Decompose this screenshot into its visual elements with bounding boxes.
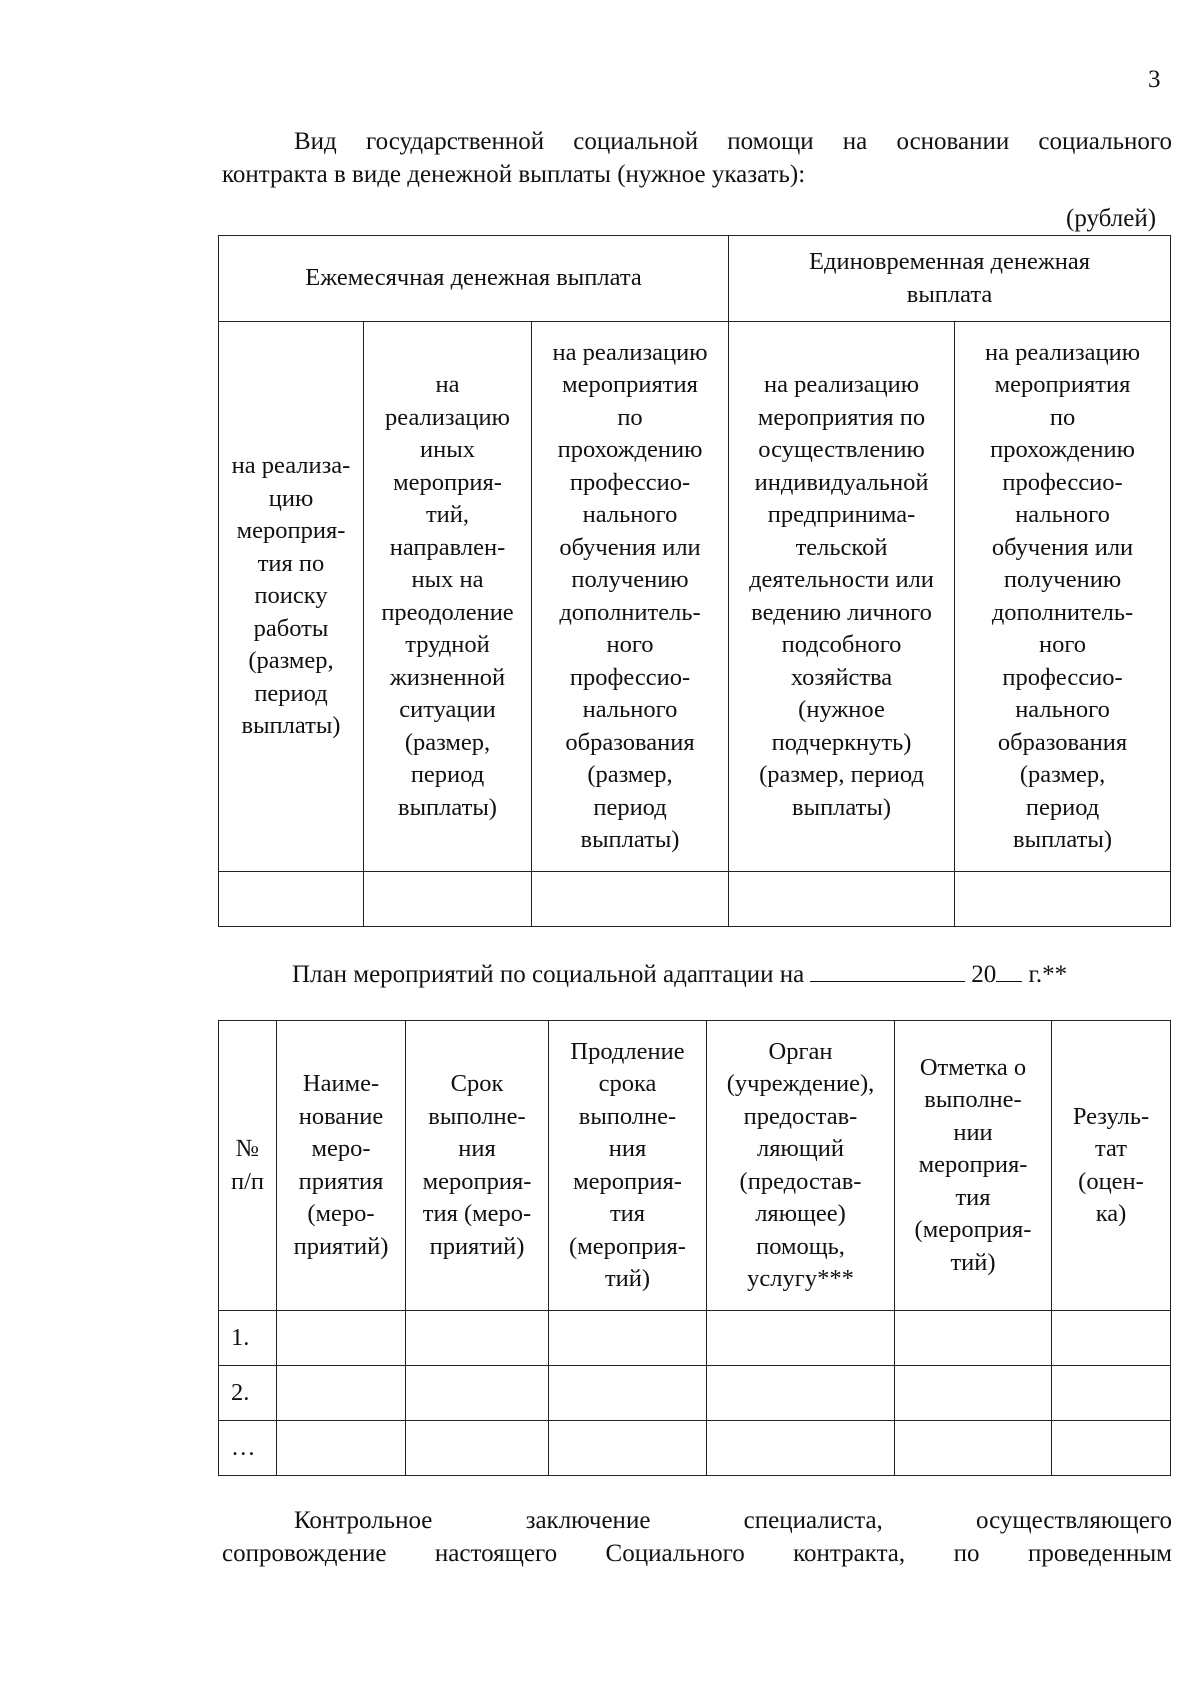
plan-year-suffix: г.** xyxy=(1028,961,1068,988)
intro-paragraph xyxy=(222,125,1172,191)
col-number: № п/п xyxy=(219,1021,277,1311)
table-row xyxy=(219,1311,1171,1366)
header-monthly-payment: Ежемесячная денежная выплата xyxy=(219,236,729,322)
table-cell[interactable] xyxy=(406,1311,549,1366)
row-number: … xyxy=(219,1421,277,1476)
closing-line-1: Контрольное заключение специалиста, осуществляющего xyxy=(294,1507,1172,1534)
payment-cell-5[interactable] xyxy=(955,872,1171,927)
row-number: 1. xyxy=(219,1311,277,1366)
plan-heading xyxy=(292,955,1067,991)
col-deadline: Срок выполне- ния мероприя- тия (меро- приятий) xyxy=(406,1021,549,1311)
adaptation-plan-table xyxy=(218,1020,1171,1476)
table-cell[interactable] xyxy=(1052,1421,1171,1476)
table-cell[interactable] xyxy=(406,1366,549,1421)
table-row xyxy=(219,1421,1171,1476)
col-vocational-training-onetime: на реализацию мероприятия по прохождению профессио- нального обучения или получению дополнитель- ного профессио- нального образования (размер, период выплаты) xyxy=(955,322,1171,872)
plan-date-blank[interactable] xyxy=(810,955,965,982)
table-cell[interactable] xyxy=(549,1366,707,1421)
payment-cell-1[interactable] xyxy=(219,872,364,927)
table-cell[interactable] xyxy=(707,1421,895,1476)
col-entrepreneurship: на реализацию мероприятия по осуществлению индивидуальной предпринима- тельской деятельности или ведению личного подсобного хозяйства (нужное подчеркнуть) (размер, период выплаты) xyxy=(729,322,955,872)
col-result: Резуль- тат (оцен- ка) xyxy=(1052,1021,1171,1311)
payment-cell-4[interactable] xyxy=(729,872,955,927)
table-cell[interactable] xyxy=(549,1311,707,1366)
table-cell[interactable] xyxy=(277,1311,406,1366)
table-cell[interactable] xyxy=(895,1311,1052,1366)
col-measure-name: Наиме- нование меро- приятия (меро- приятий) xyxy=(277,1021,406,1311)
table-cell[interactable] xyxy=(707,1366,895,1421)
closing-paragraph xyxy=(222,1504,1172,1570)
col-completion-mark: Отметка о выполне- нии мероприя- тия (мероприя- тий) xyxy=(895,1021,1052,1311)
table-row xyxy=(219,1366,1171,1421)
header-onetime-payment: Единовременная денежная выплата xyxy=(729,236,1171,322)
table-cell[interactable] xyxy=(277,1366,406,1421)
table-cell[interactable] xyxy=(549,1421,707,1476)
col-extension: Продление срока выполне- ния мероприя- тия (мероприя- тий) xyxy=(549,1021,707,1311)
intro-line-1: Вид государственной социальной помощи на основании социального xyxy=(294,128,1172,155)
payment-table xyxy=(218,235,1171,927)
table-cell[interactable] xyxy=(277,1421,406,1476)
plan-year-prefix: 20 xyxy=(971,961,997,988)
intro-line-2: контракта в виде денежной выплаты (нужное указать): xyxy=(222,161,806,188)
plan-year-blank[interactable] xyxy=(996,955,1022,982)
table-cell[interactable] xyxy=(1052,1311,1171,1366)
col-job-search: на реализа- цию мероприя- тия по поиску работы (размер, период выплаты) xyxy=(219,322,364,872)
col-provider: Орган (учреждение), предостав- ляющий (предостав- ляющее) помощь, услугу*** xyxy=(707,1021,895,1311)
unit-label: (рублей) xyxy=(1066,205,1157,232)
col-vocational-training-monthly: на реализацию мероприятия по прохождению профессио- нального обучения или получению дополнитель- ного профессио- нального образования (размер, период выплаты) xyxy=(532,322,729,872)
table-cell[interactable] xyxy=(895,1421,1052,1476)
closing-line-2: сопровождение настоящего Социального контракта, по проведенным xyxy=(222,1540,1172,1567)
payment-cell-3[interactable] xyxy=(532,872,729,927)
plan-text: План мероприятий по социальной адаптации на xyxy=(292,961,805,988)
table-cell[interactable] xyxy=(406,1421,549,1476)
row-number: 2. xyxy=(219,1366,277,1421)
table-cell[interactable] xyxy=(895,1366,1052,1421)
payment-cell-2[interactable] xyxy=(364,872,532,927)
table-cell[interactable] xyxy=(1052,1366,1171,1421)
page-number: 3 xyxy=(1148,66,1161,93)
col-other-measures: на реализацию иных мероприя- тий, направлен- ных на преодоление трудной жизненной ситуации (размер, период выплаты) xyxy=(364,322,532,872)
table-cell[interactable] xyxy=(707,1311,895,1366)
